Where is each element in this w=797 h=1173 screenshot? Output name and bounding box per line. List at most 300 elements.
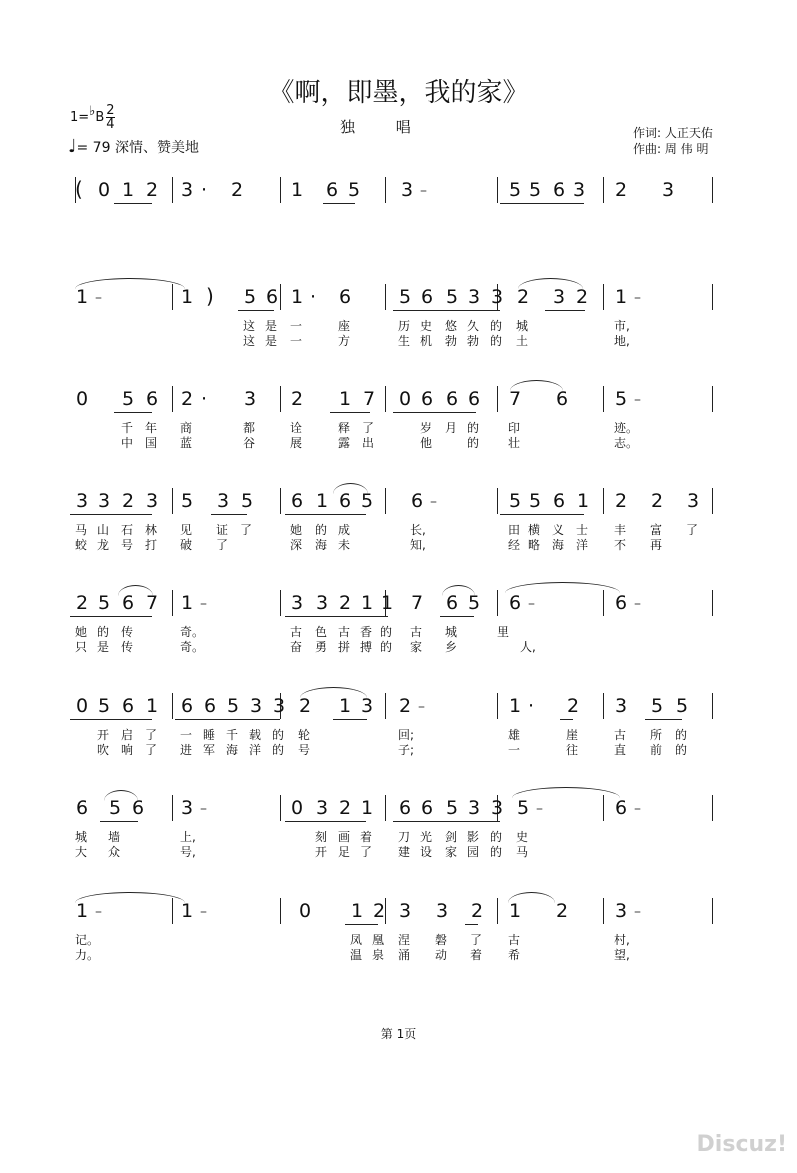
lyric-syllable: 史: [516, 830, 529, 844]
note: 3: [180, 797, 194, 819]
note: 3: [360, 695, 374, 717]
lyric-syllable: 石: [121, 523, 134, 537]
lyric-syllable: 的: [490, 334, 503, 348]
note: 1: [380, 592, 394, 614]
note: 3: [552, 286, 566, 308]
lyricist-credit: 作词: 人正天佑: [633, 126, 713, 140]
bar-line: [280, 898, 281, 924]
lyric-syllable: 土: [516, 334, 529, 348]
note: 6: [203, 695, 217, 717]
tempo-text: = 79 深情、赞美地: [76, 140, 199, 156]
slur-arc: [442, 585, 475, 596]
beam-underline: [560, 719, 573, 720]
note: 2: [338, 797, 352, 819]
note: 3: [490, 797, 504, 819]
lyric-syllable: 成: [338, 523, 351, 537]
bar-line: [603, 386, 604, 412]
bar-line: [280, 386, 281, 412]
lyric-syllable: 凤: [350, 933, 363, 947]
note: 2: [180, 388, 194, 410]
note: 1: [360, 592, 374, 614]
note: 6: [145, 388, 159, 410]
note: 5: [243, 286, 257, 308]
beam-underline: [345, 924, 378, 925]
slur-arc: [512, 787, 620, 798]
note: 5: [97, 695, 111, 717]
bar-line: [712, 693, 713, 719]
lyric-syllable: 悠: [445, 319, 458, 333]
note: 5: [467, 592, 481, 614]
note: 5: [121, 388, 135, 410]
note: 2: [566, 695, 580, 717]
lyric-syllable: 温: [350, 948, 363, 962]
note: 5: [508, 490, 522, 512]
beam-underline: [323, 203, 355, 204]
lyric-syllable: 勇: [315, 640, 328, 654]
bar-line: [497, 693, 498, 719]
lyric-syllable: 古: [338, 625, 351, 639]
note: 6: [265, 286, 279, 308]
hold-dash: –: [200, 596, 207, 612]
lyric-syllable: 义: [552, 523, 565, 537]
bar-line: [497, 386, 498, 412]
lyric-syllable: 古: [508, 933, 521, 947]
beam-underline: [100, 821, 138, 822]
meter-bottom: 4: [106, 117, 115, 132]
lyric-syllable: 的: [675, 743, 688, 757]
beam-underline: [285, 821, 366, 822]
note: 1: [315, 490, 329, 512]
key-prefix: 1=: [70, 110, 90, 125]
bar-line: [280, 177, 281, 203]
note: 0: [75, 695, 89, 717]
score-system: [0, 284, 797, 374]
lyric-syllable: 不: [614, 538, 627, 552]
note: 3: [467, 286, 481, 308]
note: 1: [75, 286, 89, 308]
watermark: Discuz!: [696, 1132, 787, 1157]
note: 6: [614, 592, 628, 614]
lyric-syllable: 直: [614, 743, 627, 757]
bar-line: [603, 488, 604, 514]
lyric-syllable: 了: [145, 743, 158, 757]
note: 7: [145, 592, 159, 614]
beam-underline: [285, 616, 388, 617]
bar-line: [712, 590, 713, 616]
lyric-syllable: 出: [362, 436, 375, 450]
score-system: [0, 488, 797, 578]
lyric-syllable: 号,: [180, 845, 196, 859]
hold-dash: –: [634, 801, 641, 817]
bar-line: [497, 898, 498, 924]
note: 7: [362, 388, 376, 410]
bar-line: [712, 284, 713, 310]
lyric-syllable: 的: [380, 625, 393, 639]
lyric-syllable: 这: [243, 319, 256, 333]
lyric-syllable: 是: [97, 640, 110, 654]
bar-line: [603, 177, 604, 203]
note: 5: [240, 490, 254, 512]
score-system: [0, 177, 797, 267]
lyric-syllable: 未: [338, 538, 351, 552]
note: 3: [686, 490, 700, 512]
note: 6: [75, 797, 89, 819]
lyric-syllable: 古: [614, 728, 627, 742]
lyric-syllable: 一: [180, 728, 193, 742]
lyric-syllable: 的: [467, 436, 480, 450]
lyric-syllable: 城: [75, 830, 88, 844]
lyric-syllable: 的: [675, 728, 688, 742]
lyric-syllable: 林: [145, 523, 158, 537]
lyric-syllable: 证: [216, 523, 229, 537]
note: 3: [216, 490, 230, 512]
beam-underline: [70, 514, 152, 515]
lyric-syllable: 是: [265, 319, 278, 333]
bar-line: [603, 693, 604, 719]
lyric-syllable: 机: [420, 334, 433, 348]
note: 2: [75, 592, 89, 614]
lyric-syllable: 勃: [467, 334, 480, 348]
lyric-syllable: 雄: [508, 728, 521, 742]
lyric-syllable: 的: [490, 845, 503, 859]
lyric-syllable: 回;: [398, 728, 415, 742]
lyric-syllable: 了: [216, 538, 229, 552]
lyric-syllable: 家: [410, 640, 423, 654]
note: 2: [470, 900, 484, 922]
note: 2: [555, 900, 569, 922]
lyric-syllable: 凰: [372, 933, 385, 947]
note: 3: [572, 179, 586, 201]
bar-line: [172, 177, 173, 203]
beam-underline: [545, 310, 585, 311]
score-system: [0, 590, 797, 680]
lyric-syllable: 志。: [614, 436, 639, 450]
lyric-syllable: 生: [398, 334, 411, 348]
hold-dash: –: [430, 494, 437, 510]
lyric-syllable: 奇。: [180, 640, 205, 654]
lyric-syllable: 搏: [360, 640, 373, 654]
bar-line: [385, 386, 386, 412]
lyric-syllable: 磐: [435, 933, 448, 947]
lyric-syllable: 再: [650, 538, 663, 552]
lyric-syllable: 城: [445, 625, 458, 639]
lyric-syllable: 龙: [97, 538, 110, 552]
bar-line: [603, 284, 604, 310]
lyric-syllable: 马: [75, 523, 88, 537]
note: 6: [338, 490, 352, 512]
performance-mode: 独 唱: [340, 118, 429, 136]
note: 1: [338, 388, 352, 410]
lyric-syllable: 开: [97, 728, 110, 742]
bar-line: [280, 284, 281, 310]
note: 6: [420, 797, 434, 819]
lyric-syllable: 历: [398, 319, 411, 333]
lyric-syllable: 富: [650, 523, 663, 537]
slur-arc: [510, 380, 563, 391]
lyric-syllable: 传: [121, 640, 134, 654]
note: 3: [243, 388, 257, 410]
score-system: [0, 795, 797, 885]
lyric-syllable: 长,: [410, 523, 426, 537]
bar-line: [385, 795, 386, 821]
lyric-syllable: 露: [338, 436, 351, 450]
hold-dash: –: [200, 801, 207, 817]
bar-line: [603, 898, 604, 924]
meter-top: 2: [106, 103, 115, 118]
beam-underline: [114, 412, 152, 413]
lyric-syllable: 这: [243, 334, 256, 348]
bar-line: [385, 177, 386, 203]
lyric-syllable: 她: [75, 625, 88, 639]
lyric-syllable: 载: [249, 728, 262, 742]
lyric-syllable: 一: [508, 743, 521, 757]
beam-underline: [465, 924, 478, 925]
note: 2: [372, 900, 386, 922]
lyric-syllable: 展: [290, 436, 303, 450]
note: 5: [650, 695, 664, 717]
note: 2: [516, 286, 530, 308]
score-system: [0, 693, 797, 783]
lyric-syllable: 见: [180, 523, 193, 537]
lyric-syllable: 刀: [398, 830, 411, 844]
lyric-syllable: 号: [121, 538, 134, 552]
lyric-syllable: 的: [97, 625, 110, 639]
lyric-syllable: 号: [298, 743, 311, 757]
bar-line: [385, 284, 386, 310]
note: 5: [508, 179, 522, 201]
lyric-syllable: 只: [75, 640, 88, 654]
lyric-syllable: 的: [490, 319, 503, 333]
lyric-syllable: 的: [272, 743, 285, 757]
note: 3: [661, 179, 675, 201]
lyric-syllable: 刻: [315, 830, 328, 844]
note: 2: [298, 695, 312, 717]
lyric-syllable: 了: [362, 421, 375, 435]
lyric-syllable: 是: [265, 334, 278, 348]
note: 5: [516, 797, 530, 819]
note: 1: [121, 179, 135, 201]
note: 7: [508, 388, 522, 410]
bar-line: [280, 590, 281, 616]
hold-dash: –: [634, 596, 641, 612]
beam-underline: [70, 616, 152, 617]
lyric-syllable: 释: [338, 421, 351, 435]
lyric-syllable: 设: [420, 845, 433, 859]
lyric-syllable: 谷: [243, 436, 256, 450]
bar-line: [172, 795, 173, 821]
note: 2: [230, 179, 244, 201]
hold-dash: –: [634, 904, 641, 920]
lyric-syllable: 奋: [290, 640, 303, 654]
note: 6: [508, 592, 522, 614]
lyric-syllable: 望,: [614, 948, 630, 962]
lyric-syllable: 睡: [203, 728, 216, 742]
lyric-syllable: 蛟: [75, 538, 88, 552]
lyric-syllable: 略: [528, 538, 541, 552]
note: 1: [290, 179, 304, 201]
bar-line: [172, 488, 173, 514]
lyric-syllable: 崖: [566, 728, 579, 742]
note: 3: [272, 695, 286, 717]
note: 5: [445, 797, 459, 819]
lyric-syllable: 知,: [410, 538, 426, 552]
lyric-syllable: 轮: [298, 728, 311, 742]
note: 3: [145, 490, 159, 512]
slur-arc: [75, 278, 185, 289]
note: 3: [75, 490, 89, 512]
slur-arc: [104, 790, 138, 801]
lyric-syllable: 的: [380, 640, 393, 654]
lyric-syllable: 里: [497, 625, 510, 639]
note: 5: [398, 286, 412, 308]
note: 3: [290, 592, 304, 614]
note: 1: [508, 695, 522, 717]
note: 3: [490, 286, 504, 308]
lyric-syllable: 田: [508, 523, 521, 537]
note: 6: [325, 179, 339, 201]
lyric-syllable: 奇。: [180, 625, 205, 639]
lyric-syllable: 剑: [445, 830, 458, 844]
note: 1: [338, 695, 352, 717]
parenthesis: ): [206, 284, 214, 308]
note: 6: [552, 179, 566, 201]
note: 5: [528, 490, 542, 512]
bar-line: [172, 693, 173, 719]
note: 6: [290, 490, 304, 512]
lyric-syllable: 上,: [180, 830, 196, 844]
lyric-syllable: 城: [516, 319, 529, 333]
lyric-syllable: 千: [121, 421, 134, 435]
lyric-syllable: 动: [435, 948, 448, 962]
bar-line: [280, 488, 281, 514]
lyric-syllable: 色: [315, 625, 328, 639]
lyric-syllable: 大: [75, 845, 88, 859]
lyric-syllable: 经: [508, 538, 521, 552]
note: 5: [675, 695, 689, 717]
bar-line: [385, 488, 386, 514]
lyric-syllable: 进: [180, 743, 193, 757]
note: 6: [420, 286, 434, 308]
hold-dash: –: [420, 183, 427, 199]
note: 3: [400, 179, 414, 201]
note: 2: [614, 490, 628, 512]
lyric-syllable: 启: [121, 728, 134, 742]
lyric-syllable: 了: [145, 728, 158, 742]
lyric-syllable: 乡: [445, 640, 458, 654]
lyric-syllable: 古: [410, 625, 423, 639]
note: 5: [226, 695, 240, 717]
parenthesis: (: [75, 177, 83, 201]
lyric-syllable: 都: [243, 421, 256, 435]
lyric-syllable: 山: [97, 523, 110, 537]
lyric-syllable: 香: [360, 625, 373, 639]
note: 2: [398, 695, 412, 717]
lyric-syllable: 光: [420, 830, 433, 844]
lyric-syllable: 的: [272, 728, 285, 742]
lyric-syllable: 横: [528, 523, 541, 537]
lyric-syllable: 座: [338, 319, 351, 333]
note: 2: [121, 490, 135, 512]
beam-underline: [238, 310, 274, 311]
note: 6: [410, 490, 424, 512]
hold-dash: –: [536, 801, 543, 817]
lyric-syllable: 人,: [520, 640, 536, 654]
lyric-syllable: 壮: [508, 436, 521, 450]
note: 5: [97, 592, 111, 614]
note: 1: [145, 695, 159, 717]
note: 1: [576, 490, 590, 512]
lyric-syllable: 久: [467, 319, 480, 333]
quarter-note-icon: ♩: [68, 136, 77, 157]
lyric-syllable: 诠: [290, 421, 303, 435]
lyric-syllable: 着: [470, 948, 483, 962]
note: ·: [309, 286, 317, 308]
beam-underline: [500, 203, 584, 204]
lyric-syllable: 海: [226, 743, 239, 757]
hold-dash: –: [95, 290, 102, 306]
note: 3: [315, 592, 329, 614]
note: 5: [108, 797, 122, 819]
beam-underline: [333, 719, 367, 720]
lyric-syllable: 响: [121, 743, 134, 757]
lyric-syllable: 一: [290, 334, 303, 348]
lyric-syllable: 的: [467, 421, 480, 435]
note: 5: [347, 179, 361, 201]
hold-dash: –: [634, 290, 641, 306]
note: 1: [350, 900, 364, 922]
lyric-syllable: 的: [490, 830, 503, 844]
note: 1: [180, 592, 194, 614]
lyric-syllable: 勃: [445, 334, 458, 348]
lyric-syllable: 村,: [614, 933, 630, 947]
beam-underline: [285, 514, 366, 515]
beam-underline: [440, 616, 474, 617]
lyric-syllable: 深: [290, 538, 303, 552]
key-signature: [70, 104, 115, 131]
hold-dash: –: [634, 392, 641, 408]
slur-arc: [333, 483, 368, 494]
lyric-syllable: 海: [552, 538, 565, 552]
lyric-syllable: 家: [445, 845, 458, 859]
bar-line: [712, 488, 713, 514]
flat-sign-icon: ♭: [89, 104, 96, 119]
note: 6: [131, 797, 145, 819]
slur-arc: [118, 585, 153, 596]
lyric-syllable: 月: [445, 421, 458, 435]
note: 5: [180, 490, 194, 512]
lyric-syllable: 影: [467, 830, 480, 844]
lyric-syllable: 年: [145, 421, 158, 435]
lyric-syllable: 方: [338, 334, 351, 348]
hold-dash: –: [528, 596, 535, 612]
lyric-syllable: 前: [650, 743, 663, 757]
note: 3: [180, 179, 194, 201]
hold-dash: –: [418, 699, 425, 715]
lyric-syllable: 史: [420, 319, 433, 333]
note: 2: [145, 179, 159, 201]
note: 3: [97, 490, 111, 512]
lyric-syllable: 马: [516, 845, 529, 859]
note: 6: [467, 388, 481, 410]
lyric-syllable: 子;: [398, 743, 415, 757]
beam-underline: [393, 310, 500, 311]
lyric-syllable: 墙: [108, 830, 121, 844]
lyric-syllable: 力。: [75, 948, 100, 962]
slur-arc: [300, 687, 367, 698]
note: 0: [298, 900, 312, 922]
bar-line: [497, 177, 498, 203]
bar-line: [385, 693, 386, 719]
